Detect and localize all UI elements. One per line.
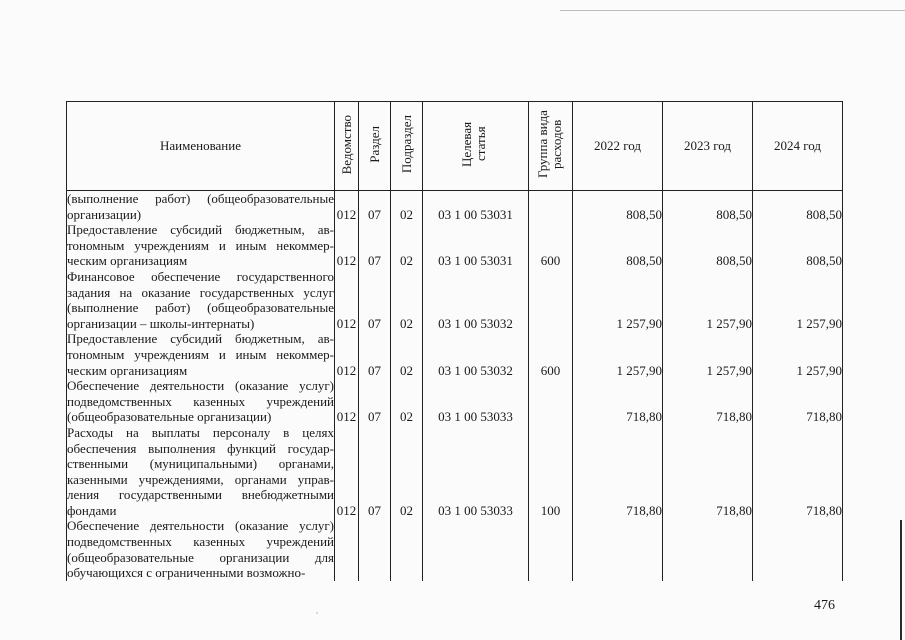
- amount-2022-cell: 718,80: [573, 409, 663, 425]
- table-row-line: [67, 534, 843, 550]
- razdel-cell: [359, 565, 391, 581]
- row-name-line: задания на оказание государственных услуг: [67, 284, 334, 300]
- table-row-line: [67, 316, 843, 332]
- table-row-line: [67, 347, 843, 363]
- amount-2024-cell: [753, 285, 843, 301]
- podrazdel-cell: [391, 238, 423, 254]
- vid-rashodov-cell: [529, 550, 573, 566]
- vid-rashodov-cell: [529, 441, 573, 457]
- vedomstvo-cell: [335, 269, 359, 285]
- amount-2023-cell: [663, 472, 753, 488]
- vedomstvo-cell: 012: [335, 363, 359, 379]
- amount-2023-cell: [663, 487, 753, 503]
- celevaya-statya-cell: [423, 518, 529, 534]
- table-row-line: [67, 378, 843, 394]
- row-name-line: (выполнение работ) (общеобразовательные: [67, 300, 334, 316]
- header-vedomstvo: Ведомство: [335, 102, 359, 191]
- table-row-line: [67, 487, 843, 503]
- razdel-cell: [359, 269, 391, 285]
- podrazdel-cell: 02: [391, 503, 423, 519]
- razdel-cell: 07: [359, 503, 391, 519]
- table-row-line: [67, 394, 843, 410]
- vid-rashodov-cell: [529, 565, 573, 581]
- table-row-line: [67, 285, 843, 301]
- celevaya-statya-cell: [423, 222, 529, 238]
- amount-2023-cell: 1 257,90: [663, 363, 753, 379]
- razdel-cell: [359, 456, 391, 472]
- vedomstvo-cell: [335, 191, 359, 207]
- amount-2023-cell: [663, 222, 753, 238]
- vid-rashodov-cell: [529, 331, 573, 347]
- razdel-cell: [359, 238, 391, 254]
- celevaya-statya-cell: 03 1 00 53031: [423, 253, 529, 269]
- amount-2023-cell: 718,80: [663, 409, 753, 425]
- celevaya-statya-cell: 03 1 00 53032: [423, 363, 529, 379]
- podrazdel-cell: [391, 565, 423, 581]
- amount-2023-cell: [663, 456, 753, 472]
- header-year-2023: 2023 год: [663, 102, 753, 191]
- amount-2024-cell: 1 257,90: [753, 363, 843, 379]
- podrazdel-cell: 02: [391, 316, 423, 332]
- amount-2024-cell: 718,80: [753, 503, 843, 519]
- celevaya-statya-cell: 03 1 00 53032: [423, 316, 529, 332]
- vid-rashodov-cell: [529, 378, 573, 394]
- row-name-line: организации – школы-интернаты): [67, 316, 335, 332]
- vedomstvo-cell: 012: [335, 409, 359, 425]
- amount-2022-cell: [573, 550, 663, 566]
- razdel-cell: [359, 347, 391, 363]
- podrazdel-cell: [391, 222, 423, 238]
- amount-2023-cell: [663, 238, 753, 254]
- amount-2023-cell: 718,80: [663, 503, 753, 519]
- row-name-line: ственными (муниципальными) органами,: [67, 456, 334, 472]
- amount-2022-cell: [573, 347, 663, 363]
- amount-2023-cell: [663, 331, 753, 347]
- celevaya-statya-cell: [423, 300, 529, 316]
- vid-rashodov-cell: [529, 534, 573, 550]
- amount-2024-cell: [753, 238, 843, 254]
- header-gruppa-vida-rashodov: Группа вида расходов: [529, 102, 573, 191]
- vedomstvo-cell: [335, 285, 359, 301]
- celevaya-statya-cell: [423, 565, 529, 581]
- amount-2024-cell: [753, 191, 843, 207]
- amount-2022-cell: 1 257,90: [573, 316, 663, 332]
- vid-rashodov-cell: [529, 487, 573, 503]
- razdel-cell: [359, 285, 391, 301]
- razdel-cell: [359, 394, 391, 410]
- table-row-line: [67, 238, 843, 254]
- amount-2022-cell: [573, 238, 663, 254]
- amount-2022-cell: [573, 269, 663, 285]
- row-name-line: (выполнение работ) (общеобразовательные: [67, 191, 334, 206]
- vedomstvo-cell: [335, 238, 359, 254]
- razdel-cell: [359, 191, 391, 207]
- vedomstvo-cell: 012: [335, 253, 359, 269]
- amount-2022-cell: 718,80: [573, 503, 663, 519]
- row-name-line: казенными учреждениями, органами управ-: [67, 471, 334, 487]
- podrazdel-cell: [391, 550, 423, 566]
- vid-rashodov-cell: 600: [529, 253, 573, 269]
- podrazdel-cell: [391, 534, 423, 550]
- amount-2024-cell: [753, 441, 843, 457]
- amount-2024-cell: [753, 347, 843, 363]
- razdel-cell: 07: [359, 363, 391, 379]
- amount-2022-cell: [573, 331, 663, 347]
- amount-2024-cell: [753, 425, 843, 441]
- row-name-line: обучающихся с ограниченными возможно-: [67, 565, 335, 581]
- celevaya-statya-cell: [423, 331, 529, 347]
- celevaya-statya-cell: [423, 456, 529, 472]
- podrazdel-cell: 02: [391, 363, 423, 379]
- amount-2023-cell: 808,50: [663, 253, 753, 269]
- vid-rashodov-cell: [529, 191, 573, 207]
- amount-2022-cell: [573, 441, 663, 457]
- celevaya-statya-cell: [423, 487, 529, 503]
- row-name-line: обеспечения выполнения функций государ-: [67, 440, 334, 456]
- amount-2023-cell: [663, 300, 753, 316]
- vid-rashodov-cell: [529, 238, 573, 254]
- row-name-line: подведомственных казенных учреждений: [67, 534, 334, 550]
- budget-table: [66, 101, 843, 581]
- razdel-cell: 07: [359, 409, 391, 425]
- podrazdel-cell: [391, 378, 423, 394]
- vedomstvo-cell: [335, 222, 359, 238]
- amount-2024-cell: [753, 378, 843, 394]
- razdel-cell: [359, 534, 391, 550]
- table-row-line: [67, 441, 843, 457]
- amount-2023-cell: [663, 518, 753, 534]
- celevaya-statya-cell: [423, 238, 529, 254]
- razdel-cell: [359, 441, 391, 457]
- table-row-line: [67, 425, 843, 441]
- header-year-2024: 2024 год: [753, 102, 843, 191]
- table-row-line: [67, 253, 843, 269]
- vedomstvo-cell: 012: [335, 316, 359, 332]
- row-name-line: Предоставление субсидий бюджетным, ав-: [67, 331, 334, 347]
- razdel-cell: [359, 222, 391, 238]
- vedomstvo-cell: [335, 394, 359, 410]
- vid-rashodov-cell: [529, 409, 573, 425]
- scan-dot: [316, 612, 318, 614]
- razdel-cell: 07: [359, 316, 391, 332]
- amount-2023-cell: [663, 565, 753, 581]
- podrazdel-cell: [391, 394, 423, 410]
- vid-rashodov-cell: [529, 207, 573, 223]
- celevaya-statya-cell: [423, 285, 529, 301]
- celevaya-statya-cell: [423, 472, 529, 488]
- amount-2022-cell: [573, 425, 663, 441]
- amount-2023-cell: [663, 550, 753, 566]
- podrazdel-cell: [391, 472, 423, 488]
- vid-rashodov-cell: [529, 347, 573, 363]
- row-name-line: (общеобразовательные организации для: [67, 549, 334, 565]
- amount-2024-cell: [753, 487, 843, 503]
- amount-2023-cell: [663, 285, 753, 301]
- podrazdel-cell: [391, 331, 423, 347]
- razdel-cell: [359, 472, 391, 488]
- vedomstvo-cell: [335, 550, 359, 566]
- row-name-line: организации): [67, 207, 335, 223]
- razdel-cell: 07: [359, 207, 391, 223]
- razdel-cell: [359, 378, 391, 394]
- row-name-line: Расходы на выплаты персоналу в целях: [67, 424, 334, 440]
- celevaya-statya-cell: [423, 347, 529, 363]
- vid-rashodov-cell: [529, 285, 573, 301]
- razdel-cell: 07: [359, 253, 391, 269]
- podrazdel-cell: 02: [391, 409, 423, 425]
- celevaya-statya-cell: [423, 441, 529, 457]
- amount-2024-cell: 808,50: [753, 253, 843, 269]
- podrazdel-cell: [391, 456, 423, 472]
- amount-2023-cell: [663, 269, 753, 285]
- vedomstvo-cell: [335, 534, 359, 550]
- vedomstvo-cell: [335, 378, 359, 394]
- razdel-cell: [359, 300, 391, 316]
- vid-rashodov-cell: [529, 425, 573, 441]
- vedomstvo-cell: [335, 425, 359, 441]
- table-row-line: [67, 363, 843, 379]
- amount-2022-cell: [573, 472, 663, 488]
- vid-rashodov-cell: [529, 222, 573, 238]
- amount-2023-cell: [663, 425, 753, 441]
- amount-2024-cell: 1 257,90: [753, 316, 843, 332]
- podrazdel-cell: [391, 285, 423, 301]
- scan-edge-line-right: [900, 520, 902, 640]
- amount-2023-cell: [663, 394, 753, 410]
- vid-rashodov-cell: [529, 300, 573, 316]
- amount-2022-cell: [573, 191, 663, 207]
- razdel-cell: [359, 487, 391, 503]
- amount-2024-cell: [753, 269, 843, 285]
- amount-2024-cell: [753, 300, 843, 316]
- row-name-line: ления государственными внебюджетными: [67, 487, 334, 503]
- table-row-line: [67, 456, 843, 472]
- amount-2022-cell: [573, 394, 663, 410]
- vid-rashodov-cell: 100: [529, 503, 573, 519]
- amount-2024-cell: [753, 394, 843, 410]
- amount-2022-cell: [573, 285, 663, 301]
- table-row-line: [67, 331, 843, 347]
- header-year-2022: 2022 год: [573, 102, 663, 191]
- row-name-line: ческим организациям: [67, 363, 335, 379]
- row-name-line: (общеобразовательные организации): [67, 409, 335, 425]
- podrazdel-cell: [391, 269, 423, 285]
- amount-2024-cell: [753, 518, 843, 534]
- celevaya-statya-cell: 03 1 00 53031: [423, 207, 529, 223]
- podrazdel-cell: [391, 300, 423, 316]
- amount-2022-cell: [573, 487, 663, 503]
- table-row-line: [67, 222, 843, 238]
- amount-2024-cell: [753, 456, 843, 472]
- celevaya-statya-cell: 03 1 00 53033: [423, 503, 529, 519]
- amount-2022-cell: [573, 565, 663, 581]
- table-row-line: [67, 191, 843, 207]
- podrazdel-cell: [391, 425, 423, 441]
- amount-2023-cell: [663, 441, 753, 457]
- vedomstvo-cell: [335, 487, 359, 503]
- amount-2022-cell: 808,50: [573, 207, 663, 223]
- row-name-line: Обеспечение деятельности (оказание услуг): [67, 378, 334, 394]
- amount-2022-cell: 808,50: [573, 253, 663, 269]
- row-name-line: Предоставление субсидий бюджетным, ав-: [67, 222, 334, 238]
- row-name-line: тономным учреждениям и иным некоммер-: [67, 346, 334, 362]
- amount-2022-cell: [573, 222, 663, 238]
- vid-rashodov-cell: [529, 269, 573, 285]
- celevaya-statya-cell: [423, 394, 529, 410]
- amount-2024-cell: [753, 331, 843, 347]
- amount-2024-cell: [753, 472, 843, 488]
- table-row-line: [67, 472, 843, 488]
- podrazdel-cell: [391, 441, 423, 457]
- vid-rashodov-cell: [529, 518, 573, 534]
- amount-2023-cell: 1 257,90: [663, 316, 753, 332]
- podrazdel-cell: 02: [391, 207, 423, 223]
- podrazdel-cell: [391, 191, 423, 207]
- amount-2023-cell: 808,50: [663, 207, 753, 223]
- amount-2022-cell: [573, 456, 663, 472]
- page-number: 476: [814, 598, 835, 613]
- table-row-line: [67, 565, 843, 581]
- razdel-cell: [359, 550, 391, 566]
- row-name-line: Финансовое обеспечение государственного: [67, 268, 334, 284]
- vedomstvo-cell: [335, 441, 359, 457]
- celevaya-statya-cell: [423, 534, 529, 550]
- table-row-line: [67, 300, 843, 316]
- amount-2024-cell: [753, 565, 843, 581]
- amount-2022-cell: 1 257,90: [573, 363, 663, 379]
- amount-2023-cell: [663, 347, 753, 363]
- row-name-line: ческим организациям: [67, 253, 335, 269]
- amount-2024-cell: 808,50: [753, 207, 843, 223]
- scan-edge-line: [560, 10, 905, 11]
- table-row-line: [67, 269, 843, 285]
- amount-2024-cell: [753, 550, 843, 566]
- razdel-cell: [359, 331, 391, 347]
- amount-2024-cell: 718,80: [753, 409, 843, 425]
- amount-2024-cell: [753, 534, 843, 550]
- header-celevaya-statya: Целевая статья: [423, 102, 529, 191]
- vid-rashodov-cell: 600: [529, 363, 573, 379]
- amount-2024-cell: [753, 222, 843, 238]
- celevaya-statya-cell: [423, 550, 529, 566]
- celevaya-statya-cell: 03 1 00 53033: [423, 409, 529, 425]
- podrazdel-cell: [391, 487, 423, 503]
- header-podrazdel: Подраздел: [391, 102, 423, 191]
- table-row-line: [67, 550, 843, 566]
- vedomstvo-cell: [335, 518, 359, 534]
- table-header-row: [67, 102, 843, 191]
- celevaya-statya-cell: [423, 191, 529, 207]
- amount-2022-cell: [573, 378, 663, 394]
- row-name-line: подведомственных казенных учреждений: [67, 393, 334, 409]
- table-row-line: [67, 518, 843, 534]
- razdel-cell: [359, 425, 391, 441]
- table-row-line: [67, 207, 843, 223]
- amount-2022-cell: [573, 300, 663, 316]
- vid-rashodov-cell: [529, 316, 573, 332]
- podrazdel-cell: [391, 347, 423, 363]
- table-body: [67, 191, 843, 581]
- podrazdel-cell: 02: [391, 253, 423, 269]
- vedomstvo-cell: [335, 472, 359, 488]
- amount-2023-cell: [663, 378, 753, 394]
- razdel-cell: [359, 518, 391, 534]
- celevaya-statya-cell: [423, 378, 529, 394]
- vedomstvo-cell: [335, 565, 359, 581]
- row-name-line: Обеспечение деятельности (оказание услуг): [67, 518, 334, 534]
- table-row-line: [67, 409, 843, 425]
- amount-2023-cell: [663, 534, 753, 550]
- vedomstvo-cell: 012: [335, 503, 359, 519]
- vid-rashodov-cell: [529, 472, 573, 488]
- vedomstvo-cell: [335, 300, 359, 316]
- table-row-line: [67, 503, 843, 519]
- vedomstvo-cell: [335, 456, 359, 472]
- celevaya-statya-cell: [423, 425, 529, 441]
- vedomstvo-cell: [335, 347, 359, 363]
- row-name-line: фондами: [67, 503, 335, 519]
- vedomstvo-cell: [335, 331, 359, 347]
- vid-rashodov-cell: [529, 394, 573, 410]
- podrazdel-cell: [391, 518, 423, 534]
- vid-rashodov-cell: [529, 456, 573, 472]
- amount-2023-cell: [663, 191, 753, 207]
- amount-2022-cell: [573, 518, 663, 534]
- vedomstvo-cell: 012: [335, 207, 359, 223]
- row-name-line: тономным учреждениям и иным некоммер-: [67, 237, 334, 253]
- celevaya-statya-cell: [423, 269, 529, 285]
- amount-2022-cell: [573, 534, 663, 550]
- header-name: Наименование: [67, 102, 335, 191]
- header-razdel: Раздел: [359, 102, 391, 191]
